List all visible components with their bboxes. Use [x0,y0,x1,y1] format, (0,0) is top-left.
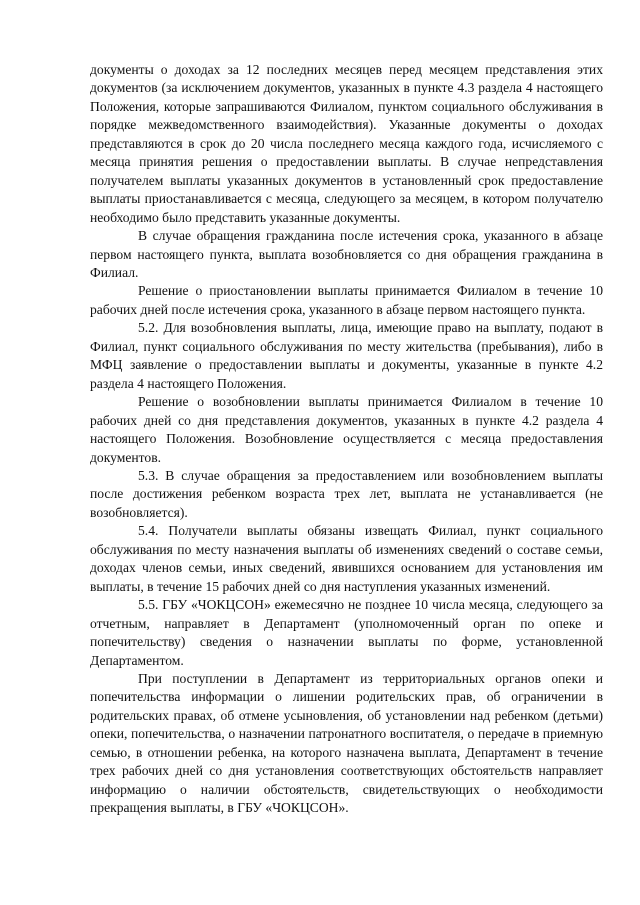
paragraph-5-5: 5.5. ГБУ «ЧОКЦСОН» ежемесячно не позднее 10 числа месяца, следующего за отчетным, направляет в Департамент (уполномоченный орган по опеке и попечительству) сведения о назначении выплаты по форме, установленной Департаментом. [90,597,603,668]
paragraph-department-info: При поступлении в Департамент из территориальных органов опеки и попечительства информации о лишении родительских прав, об ограничении в родительских правах, об отмене усыновления, об установлении над ребенком (детьми) опеки, попечительства, о назначении патронатного воспитателя, о передаче в приемную семью, в отношении ребенка, на которого назначена выплата, Департамент в течение трех рабочих дней со дня установления соответствующих обстоятельств направляет информацию о наличии обстоятельств, свидетельствующих о необходимости прекращения выплаты, в ГБУ «ЧОКЦСОН». [90,670,603,816]
document-page [90,61,603,818]
paragraph-documents-income: документы о доходах за 12 последних месяцев перед месяцем представления этих документов (за исключением документов, указанных в пункте 4.3 раздела 4 настоящего Положения, которые запрашиваются Филиалом, пунктом социального обслуживания в порядке межведомственного взаимодействия). Указанные документы о доходах представляются в срок до 20 числа последнего месяца каждого года, исчисляемого с месяца принятия решения о предоставлении выплаты. В случае непредставления получателем выплаты указанных документов в установленный срок предоставление выплаты приостанавливается с месяца, следующего за месяцем, в котором получателю необходимо было представить указанные документы. [90,62,603,225]
paragraph-resume-decision: Решение о возобновлении выплаты принимается Филиалом в течение 10 рабочих дней со дня представления документов, указанных в пункте 4.2 раздела 4 настоящего Положения. Возобновление осуществляется с месяца предоставления документов. [90,394,603,465]
paragraph-5-4: 5.4. Получатели выплаты обязаны извещать Филиал, пункт социального обслуживания по месту назначения выплаты об изменениях сведений о составе семьи, доходах членов семьи, иных сведений, явившихся основанием для установления им выплаты, в течение 15 рабочих дней со дня наступления указанных изменений. [90,523,603,594]
paragraph-5-3: 5.3. В случае обращения за предоставлением или возобновлением выплаты после достижения ребенком возраста трех лет, выплата не устанавливается (не возобновляется). [90,467,603,520]
paragraph-resume-after-deadline: В случае обращения гражданина после истечения срока, указанного в абзаце первом настоящего пункта, выплата возобновляется со дня обращения гражданина в Филиал. [90,228,603,280]
paragraph-suspension-decision: Решение о приостановлении выплаты принимается Филиалом в течение 10 рабочих дней после истечения срока, указанного в абзаце первом настоящего пункта. [90,283,603,317]
paragraph-5-2: 5.2. Для возобновления выплаты, лица, имеющие право на выплату, подают в Филиал, пункт социального обслуживания по месту жительства (пребывания), либо в МФЦ заявление о предоставлении выплаты и документы, указанные в пункте 4.2 раздела 4 настоящего Положения. [90,320,603,391]
